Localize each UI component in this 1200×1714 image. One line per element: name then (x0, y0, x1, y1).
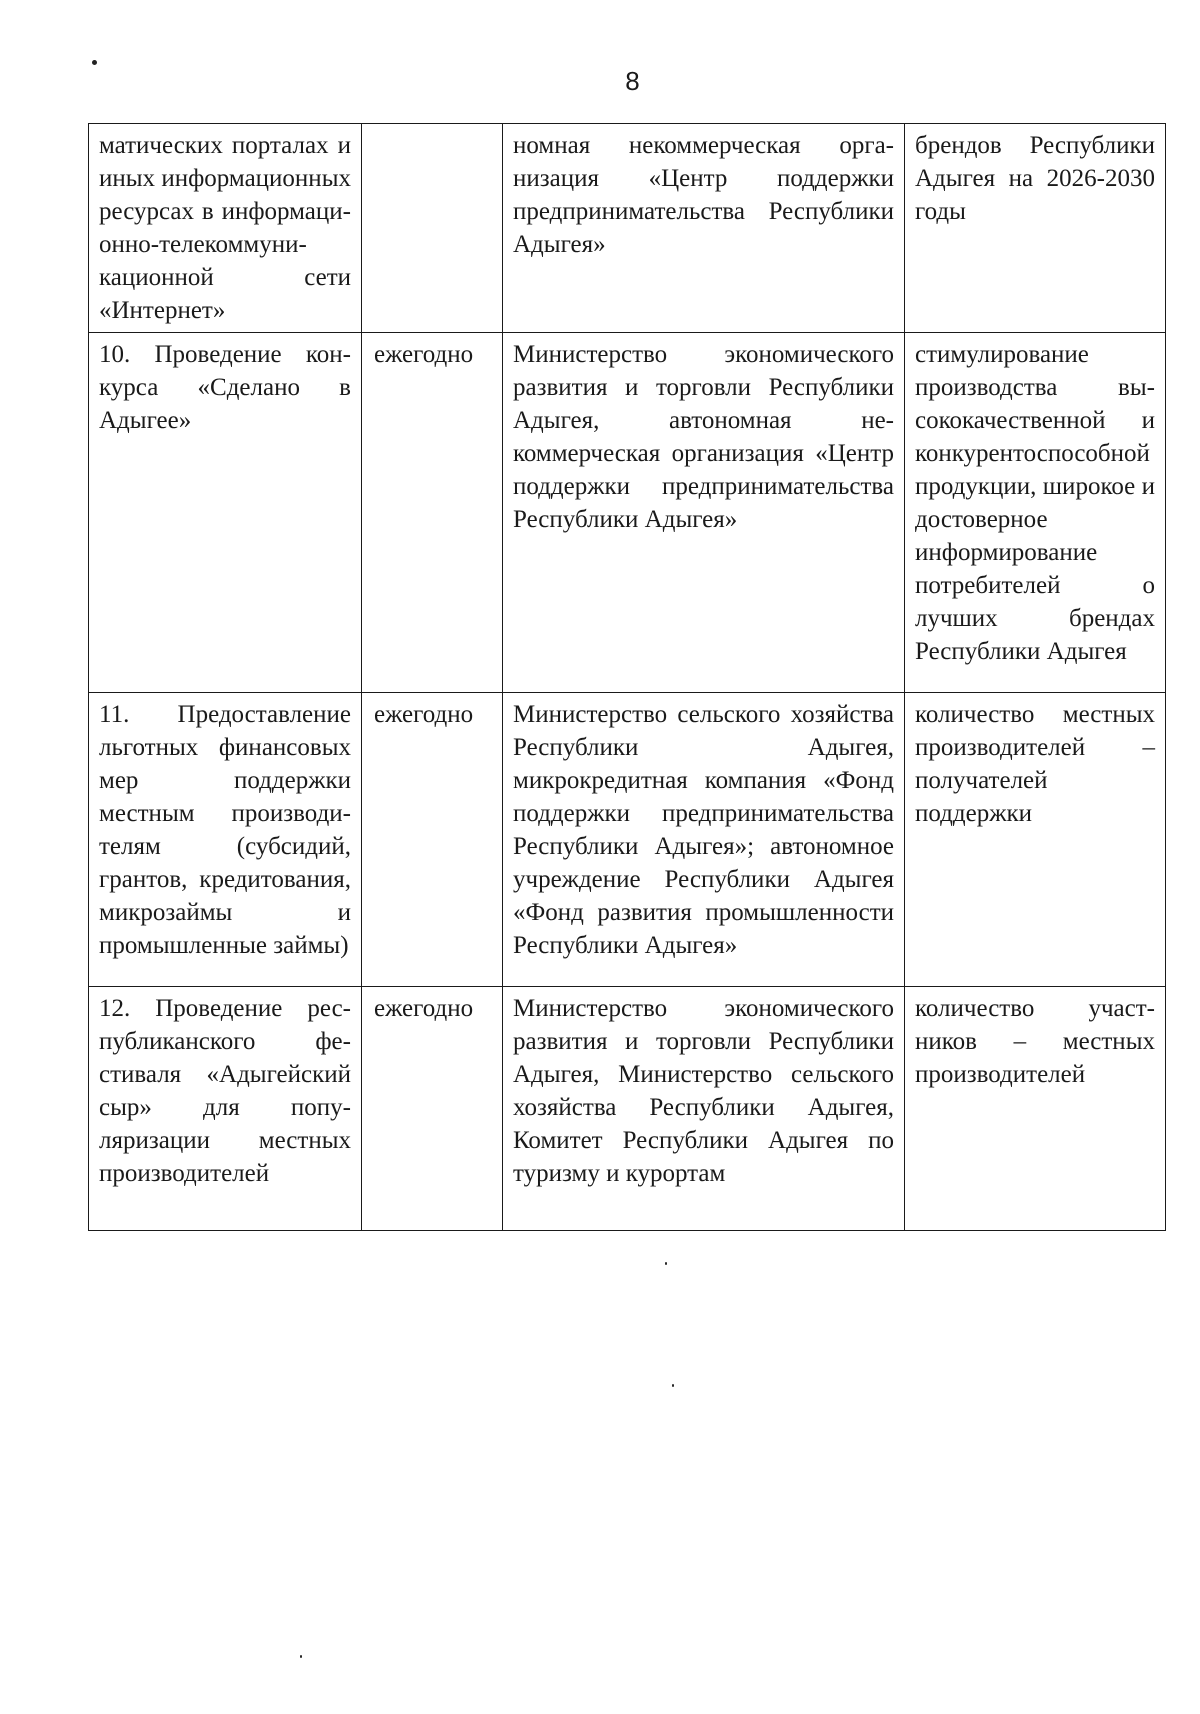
scan-speck (672, 1384, 674, 1387)
result-cell: количество участников – местных производителей (905, 987, 1166, 1231)
table-row (89, 987, 1166, 1231)
period-cell (362, 124, 503, 333)
page-number: 8 (625, 66, 640, 96)
table-row (89, 124, 1166, 333)
result-cell: стимулирование производства высококачественной и конкурентоспособной продукции, широкое и достоверное информирование потребителей о лучших брендах Республики Адыгея (905, 333, 1166, 693)
schedule-table (88, 123, 1166, 1231)
event-cell: 10. Проведение конкурса «Сделано в Адыгее» (89, 333, 362, 693)
table-row (89, 333, 1166, 693)
period-cell: ежегодно (362, 693, 503, 987)
scan-speck (300, 1655, 302, 1658)
scan-speck (92, 60, 97, 65)
table-row (89, 693, 1166, 987)
result-cell: брендов Республики Адыгея на 2026-2030 годы (905, 124, 1166, 333)
result-cell: количество местных производителей – получателей поддержки (905, 693, 1166, 987)
executor-cell: Министерство сельского хозяйства Республики Адыгея, микрокредитная компания «Фонд поддержки предпринимательства Республики Адыгея»; автономное учреждение Республики Адыгея «Фонд развития промышленности Республики Адыгея» (503, 693, 905, 987)
period-cell: ежегодно (362, 333, 503, 693)
executor-cell: номная некоммерческая организация «Центр поддержки предпринимательства Республики Адыгея» (503, 124, 905, 333)
event-cell: 12. Проведение республиканского фестиваля «Адыгейский сыр» для популяризации местных производителей (89, 987, 362, 1231)
executor-cell: Министерство экономического развития и торговли Республики Адыгея, автономная некоммерческая организация «Центр поддержки предпринимательства Республики Адыгея» (503, 333, 905, 693)
period-cell: ежегодно (362, 987, 503, 1231)
event-cell: матических порталах и иных информационных ресурсах в информационно-телекоммуникационной сети «Интернет» (89, 124, 362, 333)
scan-speck (665, 1262, 667, 1265)
executor-cell: Министерство экономического развития и торговли Республики Адыгея, Министерство сельского хозяйства Республики Адыгея, Комитет Республики Адыгея по туризму и курортам (503, 987, 905, 1231)
event-cell: 11. Предоставление льготных финансовых мер поддержки местным производителям (субсидий, грантов, кредитования, микрозаймы и промышленные займы) (89, 693, 362, 987)
